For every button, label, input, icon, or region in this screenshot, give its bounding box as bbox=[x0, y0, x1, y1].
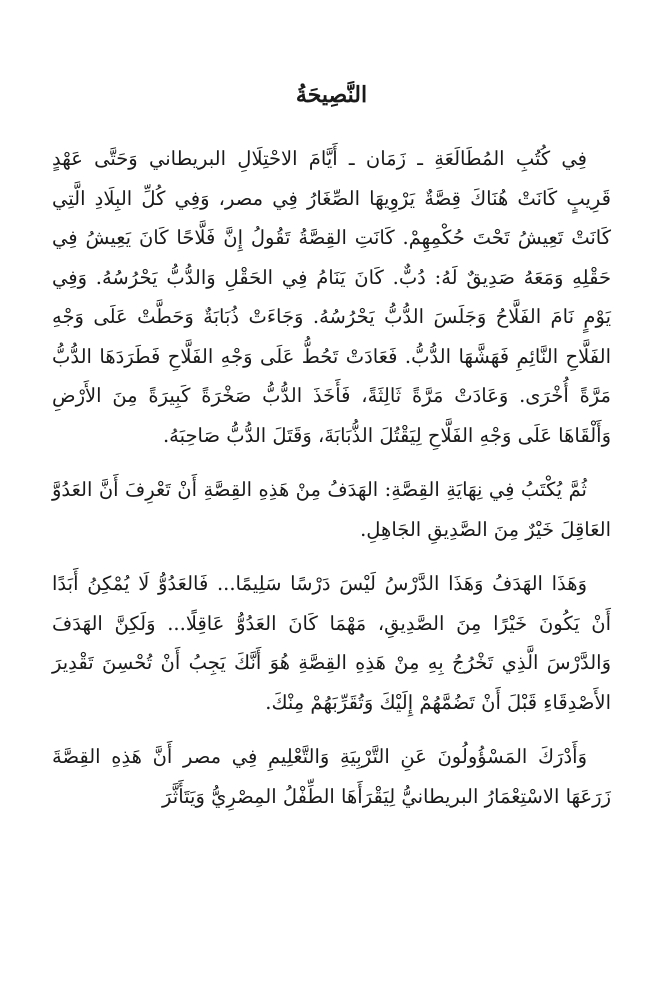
paragraph-story: فِي كُتُبِ المُطَالَعَةِ ـ زَمَان ـ أَيَّامَ الاحْتِلَالِ البريطاني وَحَتَّى عَهْدٍ قَرِيبٍ كَانَتْ هُنَاكَ قِصَّةٌ يَرْوِيهَا الصِّغَارُ فِي مصر، وَفِي كُلِّ البِلَادِ الَّتِي كَانَتْ تَعِيشُ تَحْتَ حُكْمِهِمْ. كَانَتِ القِصَّةُ تَقُولُ إِنَّ فَلَّاحًا كَانَ يَعِيشُ فِي حَقْلِهِ وَمَعَهُ صَدِيقٌ لَهُ: دُبٌّ. كَانَ يَنَامُ فِي الحَقْلِ وَالدُّبُّ يَحْرُسُهُ. وَفِي يَوْمٍ نَامَ الفَلَّاحُ وَجَلَسَ الدُّبُّ يَحْرُسُهُ. وَجَاءَتْ ذُبَابَةٌ وَحَطَّتْ عَلَى وَجْهِ الفَلَّاحِ النَّائِمِ فَهَشَّهَا الدُّبُّ. فَعَادَتْ تَحُطُّ عَلَى وَجْهِ الفَلَّاحِ فَطَرَدَهَا الدُّبُّ مَرَّةً أُخْرَى. وَعَادَتْ مَرَّةً ثَالِثَةً، فَأَخَذَ الدُّبُّ صَخْرَةً كَبِيرَةً مِنَ الأَرْضِ وَأَلْقَاهَا عَلَى وَجْهِ الفَلَّاحِ لِيَقْتُلَ الذُّبَابَةَ، وَقَتَلَ الدُّبُّ صَاحِبَهُ. bbox=[52, 147, 611, 447]
document-title: النَّصِيحَةُ bbox=[295, 82, 368, 108]
paragraph-officials: وَأَدْرَكَ المَسْؤُولُونَ عَنِ التَّرْبِيَةِ وَالتَّعْلِيمِ فِي مصر أَنَّ هَذِهِ القِصَّةَ زَرَعَهَا الاسْتِعْمَارُ البريطانيُّ لِيَقْرَأَهَا الطِّفْلُ المِصْرِيُّ وَيَتَأَثَّرَ bbox=[52, 745, 611, 808]
paragraph-moral: ثُمَّ يُكْتَبُ فِي نِهَايَةِ القِصَّةِ: الهَدَفُ مِنْ هَذِهِ القِصَّةِ أَنْ تَعْرِفَ أَنَّ العَدُوَّ العَاقِلَ خَيْرٌ مِنَ الصَّدِيقِ الجَاهِلِ. bbox=[52, 478, 611, 541]
paragraph-critique: وَهَذَا الهَدَفُ وَهَذَا الدَّرْسُ لَيْسَ دَرْسًا سَلِيمًا... فَالعَدُوُّ لَا يُمْكِنُ أَبَدًا أَنْ يَكُونَ خَيْرًا مِنَ الصَّدِيقِ، مَهْمَا كَانَ العَدُوُّ عَاقِلًا... وَلَكِنَّ الهَدَفَ وَالدَّرْسَ الَّذِي تَخْرُجُ بِهِ مِنْ هَذِهِ القِصَّةِ هُوَ أَنَّكَ يَجِبُ أَنْ تُحْسِنَ تَقْدِيرَ الأَصْدِقَاءِ قَبْلَ أَنْ تَضُمَّهُمْ إِلَيْكَ وَتُقَرِّبَهُمْ مِنْكَ. bbox=[52, 572, 611, 714]
